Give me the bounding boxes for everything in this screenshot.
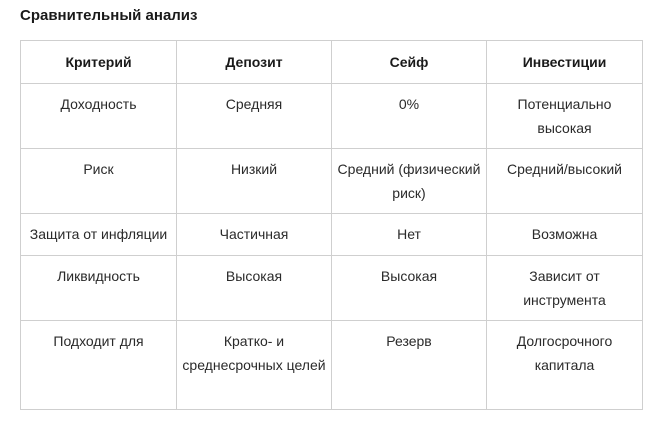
cell-investments: Потенциально высокая <box>487 84 643 149</box>
cell-criterion: Ликвидность <box>21 256 177 321</box>
cell-safe: Нет <box>332 214 487 256</box>
cell-criterion: Риск <box>21 149 177 214</box>
cell-criterion: Доходность <box>21 84 177 149</box>
document-heading: Сравнительный анализ <box>20 7 198 24</box>
table-row <box>21 321 643 410</box>
header-safe: Сейф <box>332 41 487 84</box>
cell-investments: Возможна <box>487 214 643 256</box>
cell-investments: Долгосрочного капитала <box>487 321 643 410</box>
cell-safe: Высокая <box>332 256 487 321</box>
table-row <box>21 214 643 256</box>
comparison-table <box>20 40 643 410</box>
cell-safe: Резерв <box>332 321 487 410</box>
cell-safe: 0% <box>332 84 487 149</box>
table-row <box>21 256 643 321</box>
cell-criterion: Подходит для <box>21 321 177 410</box>
cell-deposit: Низкий <box>177 149 332 214</box>
header-investments: Инвестиции <box>487 41 643 84</box>
table-header-row <box>21 41 643 84</box>
cell-investments: Зависит от инструмента <box>487 256 643 321</box>
cell-deposit: Частичная <box>177 214 332 256</box>
header-deposit: Депозит <box>177 41 332 84</box>
header-criterion: Критерий <box>21 41 177 84</box>
cell-deposit: Кратко- и среднесрочных целей <box>177 321 332 410</box>
cell-deposit: Высокая <box>177 256 332 321</box>
cell-safe: Средний (физический риск) <box>332 149 487 214</box>
table-row <box>21 149 643 214</box>
cell-deposit: Средняя <box>177 84 332 149</box>
cell-investments: Средний/высокий <box>487 149 643 214</box>
table-row <box>21 84 643 149</box>
cell-criterion: Защита от инфляции <box>21 214 177 256</box>
